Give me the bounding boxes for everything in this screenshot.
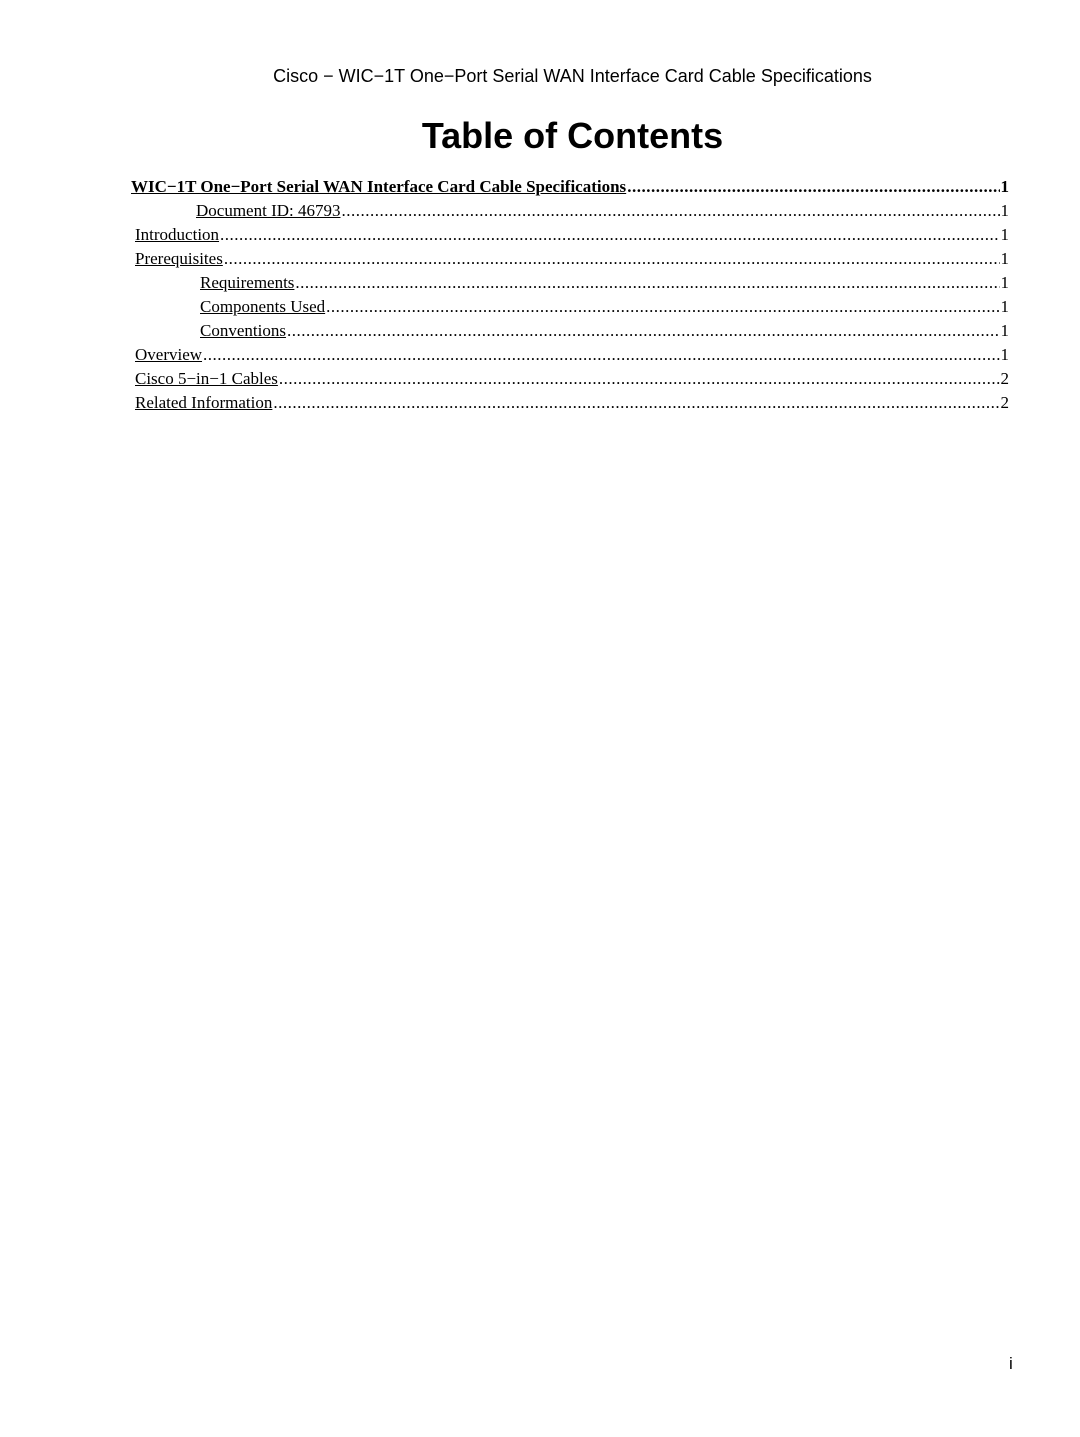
dot-leader: [326, 295, 999, 319]
dot-leader: [224, 247, 1000, 271]
dot-leader: [279, 367, 1000, 391]
toc-link[interactable]: Related Information: [135, 393, 273, 412]
toc-page-number: 1: [1000, 201, 1009, 220]
running-header: Cisco − WIC−1T One−Port Serial WAN Interface Card Cable Specifications: [273, 66, 872, 86]
toc-entry-prerequisites[interactable]: [131, 247, 1009, 271]
toc-link[interactable]: WIC−1T One−Port Serial WAN Interface Card Cable Specifications: [131, 177, 627, 196]
dot-leader: [203, 343, 999, 367]
toc-page-number: 1: [1000, 297, 1009, 316]
toc-link[interactable]: Requirements: [200, 273, 295, 292]
dot-leader: [273, 391, 999, 415]
dot-leader: [287, 319, 1000, 343]
toc-entry-introduction[interactable]: [131, 223, 1009, 247]
toc-link[interactable]: Cisco 5−in−1 Cables: [135, 369, 278, 388]
dot-leader: [295, 271, 999, 295]
toc-page-number: 1: [1000, 273, 1009, 292]
toc-entry-overview[interactable]: [131, 343, 1009, 367]
dot-leader: [341, 199, 999, 223]
toc-entry-requirements[interactable]: [131, 271, 1009, 295]
toc-entry-conventions[interactable]: [131, 319, 1009, 343]
toc-link[interactable]: Components Used: [200, 297, 326, 316]
toc-page-number: 1: [1000, 321, 1009, 340]
table-of-contents: [131, 175, 1009, 415]
toc-entry-cisco-5-in-1-cables[interactable]: [131, 367, 1009, 391]
toc-link[interactable]: Introduction: [135, 225, 220, 244]
toc-entry-document-id[interactable]: [131, 199, 1009, 223]
toc-page-number: 1: [1000, 249, 1009, 268]
toc-link[interactable]: Prerequisites: [135, 249, 223, 268]
toc-link[interactable]: Conventions: [200, 321, 286, 340]
toc-link[interactable]: Document ID: 46793: [196, 201, 341, 220]
page-title: Table of Contents: [421, 115, 724, 156]
toc-entry-main-title[interactable]: [131, 175, 1009, 199]
dot-leader: [627, 175, 999, 199]
dot-leader: [220, 223, 999, 247]
toc-page-number: 2: [1000, 369, 1009, 388]
toc-page-number: 2: [1000, 393, 1009, 412]
toc-page-number: 1: [1000, 177, 1009, 196]
toc-entry-components-used[interactable]: [131, 295, 1009, 319]
page-number: i: [1009, 1354, 1013, 1373]
toc-link[interactable]: Overview: [135, 345, 203, 364]
toc-entry-related-information[interactable]: [131, 391, 1009, 415]
toc-page-number: 1: [1000, 225, 1009, 244]
toc-page-number: 1: [1000, 345, 1009, 364]
